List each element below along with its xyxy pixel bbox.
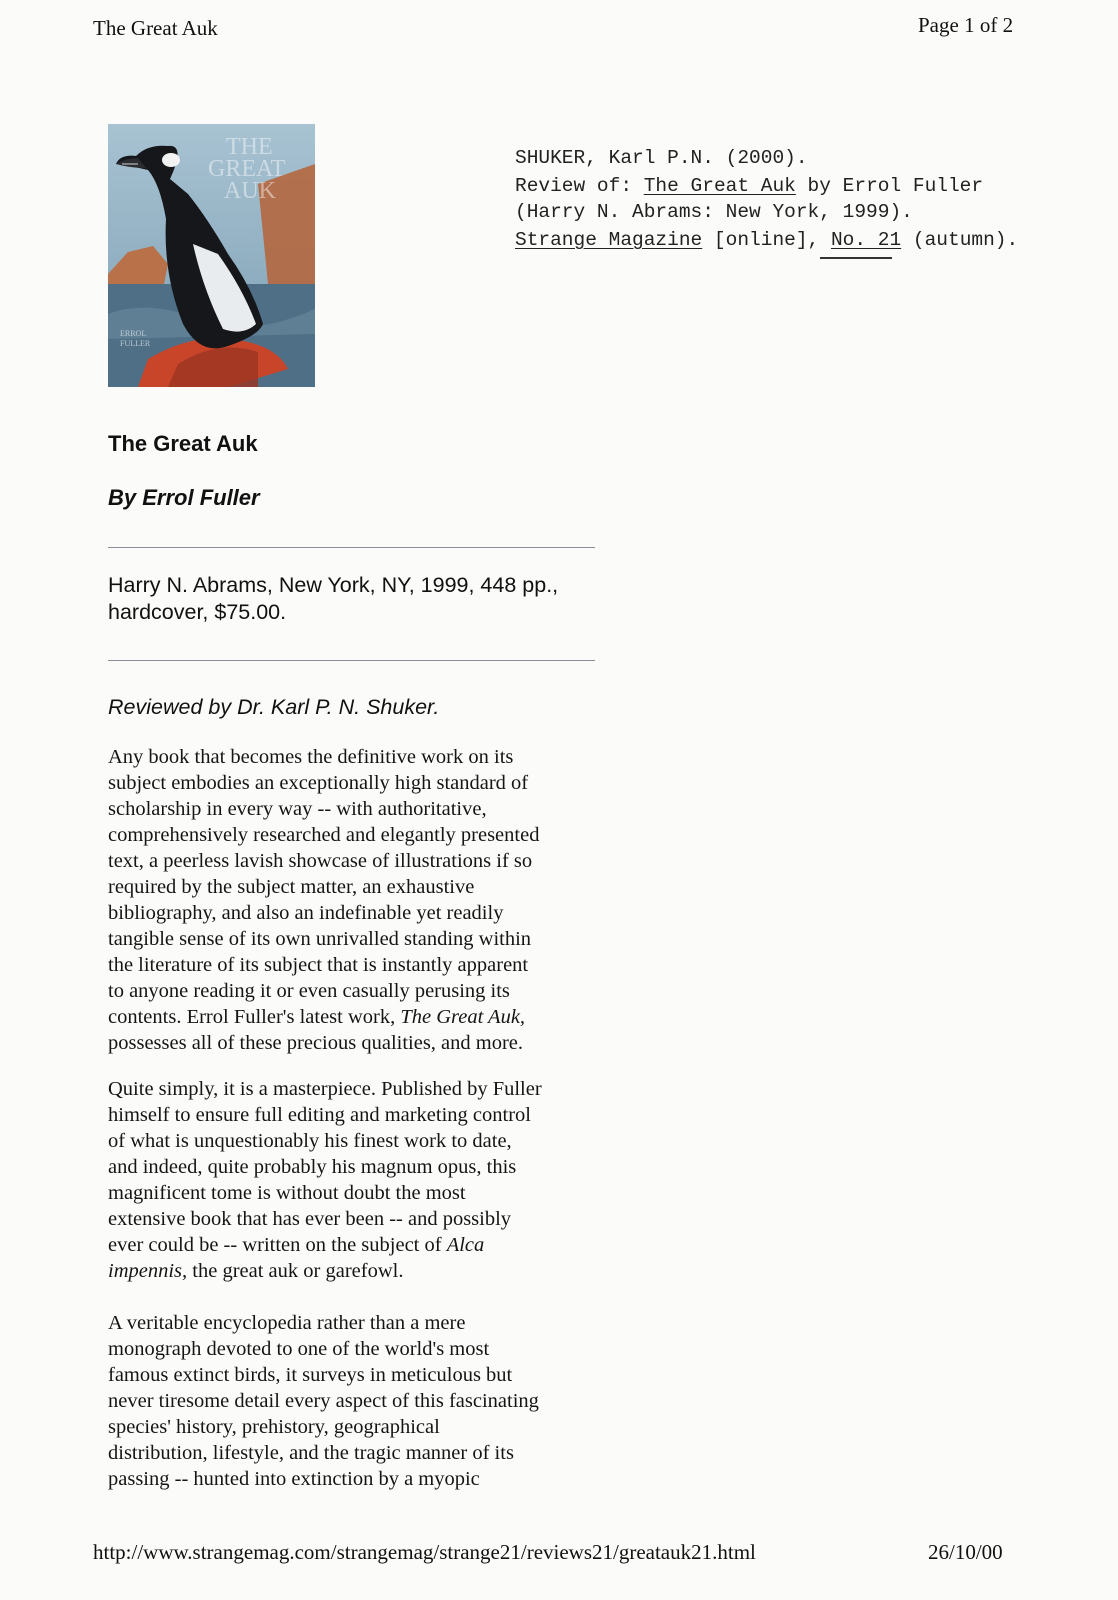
cover-title-line2: GREAT <box>208 156 286 182</box>
review-paragraph-2: Quite simply, it is a masterpiece. Published by Fuller himself to ensure full editing and marketing control of what is unquestionably his finest work to date, and indeed, quite probably his magnum opus, this magnificent tome is without doubt the most extensive book that has ever been -- and possibly ever could be -- written on the subject of Alca impennis, the great auk or garefowl. <box>108 1078 542 1282</box>
divider-top <box>108 547 595 548</box>
citation-line-4: Strange Magazine [online], No. 21 (autumn). <box>515 229 1019 251</box>
review-byline: By Errol Fuller <box>108 485 260 510</box>
citation-line-1: SHUKER, Karl P.N. (2000). <box>515 147 808 169</box>
citation-book-title: The Great Auk <box>643 175 796 197</box>
review-paragraph-3: A veritable encyclopedia rather than a mere monograph devoted to one of the world's most famous extinct birds, it surveys in meticulous but never tiresome detail every aspect of this fascinating species' history, prehistory, geographical distribution, lifestyle, and the tragic manner of its passing -- hunted into extinction by a myopic <box>108 1312 539 1490</box>
review-title: The Great Auk <box>108 431 258 456</box>
book-cover-image <box>108 124 315 387</box>
print-header-page-number: Page 1 of 2 <box>918 13 1014 37</box>
review-paragraph-1: Any book that becomes the definitive work on its subject embodies an exceptionally high standard of scholarship in every way -- with authoritative, comprehensively researched and elegantly presented text, a peerless lavish showcase of illustrations if so required by the subject matter, an exhaustive bibliography, and also an indefinable yet readily tangible sense of its own unrivalled standing within the literature of its subject that is instantly apparent to anyone reading it or even casually perusing its contents. Errol Fuller's latest work, The Great Auk, possesses all of these precious qualities, and more. <box>108 746 540 1054</box>
publisher-info: Harry N. Abrams, New York, NY, 1999, 448 pp., hardcover, $75.00. <box>108 573 559 624</box>
citation-journal: Strange Magazine <box>515 229 703 251</box>
cover-author-line2: FULLER <box>120 339 151 348</box>
cover-title-line3: AUK <box>224 178 276 204</box>
print-header-title: The Great Auk <box>93 16 218 40</box>
divider-bottom <box>108 660 595 661</box>
citation-issue: No. 21 <box>830 229 902 251</box>
cover-author-line1: ERROL <box>120 329 147 338</box>
cover-title-line1: THE <box>226 134 273 160</box>
cover-auk-eye-patch <box>162 153 180 167</box>
print-footer-date: 26/10/00 <box>928 1540 1003 1564</box>
citation-line-3: (Harry N. Abrams: New York, 1999). <box>515 201 913 223</box>
print-footer-url[interactable]: http://www.strangemag.com/strangemag/strange21/reviews21/greatauk21.html <box>93 1540 756 1564</box>
citation-line-2: Review of: The Great Auk by Errol Fuller <box>515 175 984 197</box>
reviewer-line: Reviewed by Dr. Karl P. N. Shuker. <box>108 695 440 719</box>
citation-underline-mark <box>820 257 892 259</box>
